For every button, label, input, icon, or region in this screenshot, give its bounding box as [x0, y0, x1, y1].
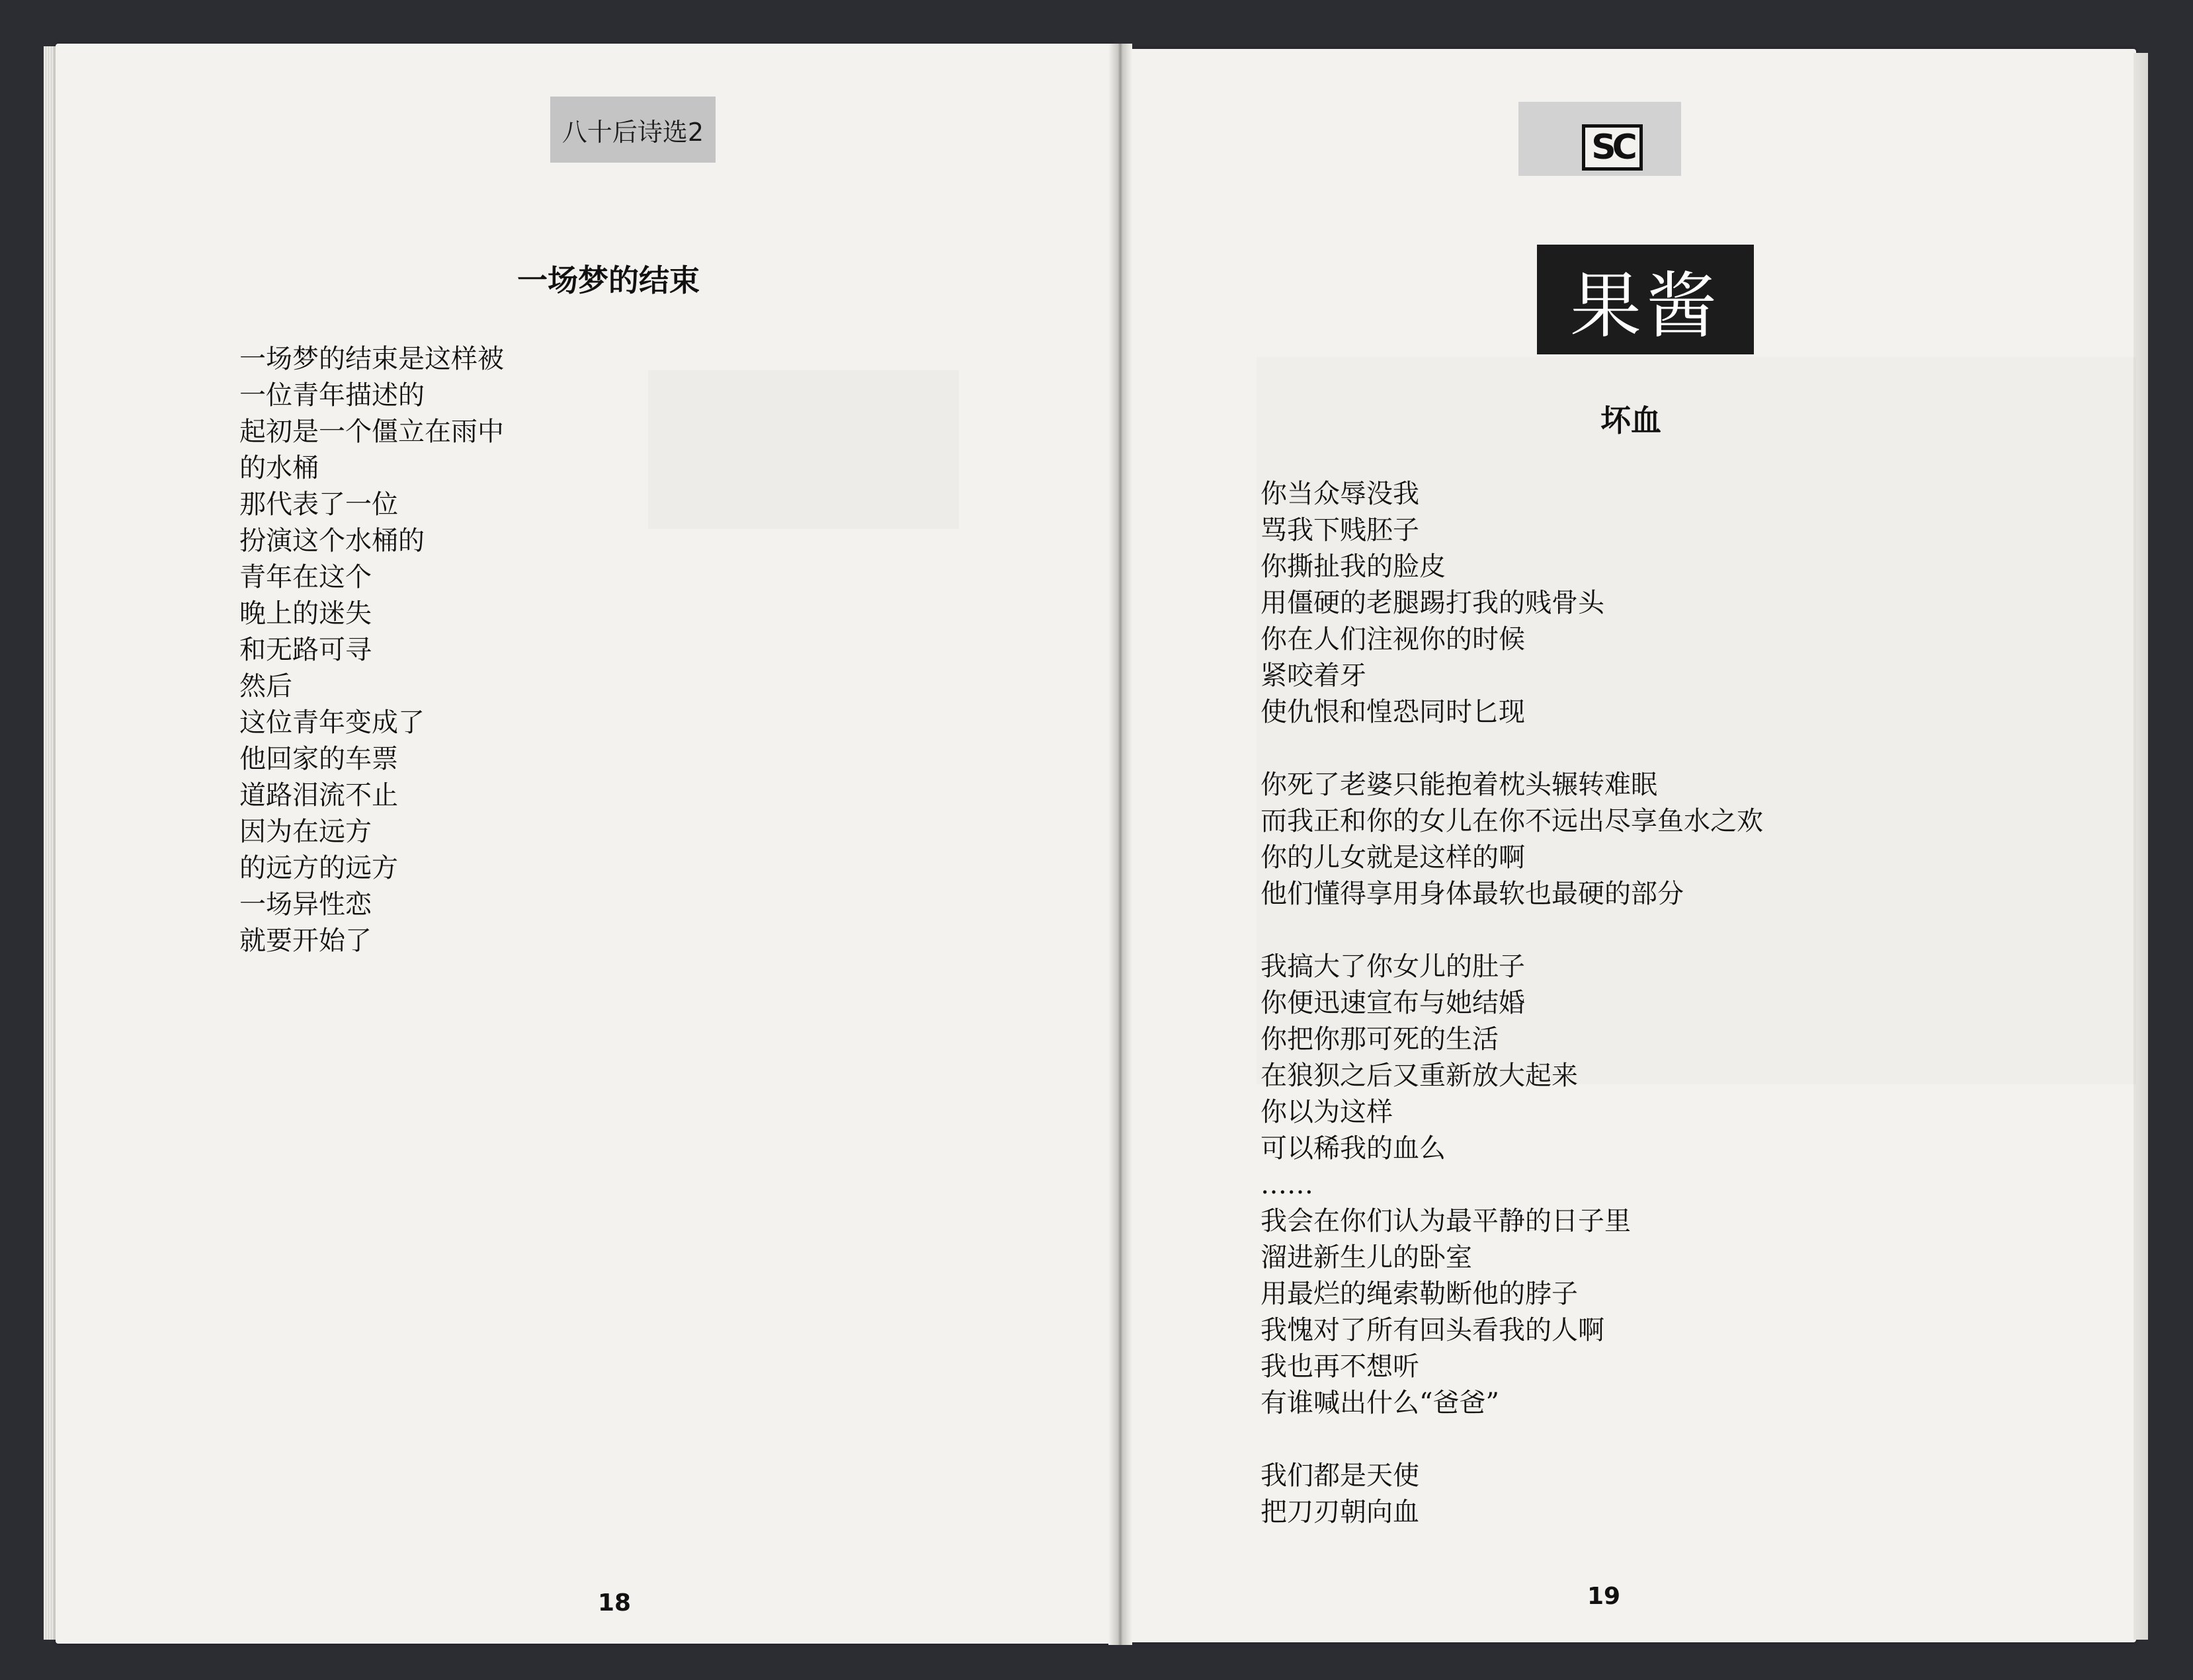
- poem-line: 你当众辱没我: [1261, 479, 1419, 509]
- poem-line: 用僵硬的老腿踢打我的贱骨头: [1261, 588, 1604, 618]
- sc-logo-icon: SC: [1582, 124, 1643, 171]
- poem-body-left: [239, 341, 504, 959]
- poem-line: 和无路可寻: [239, 635, 372, 665]
- stanza-break: [1261, 1421, 1763, 1458]
- stanza-break: [1261, 912, 1763, 949]
- poem-line: 你撕扯我的脸皮: [1261, 551, 1446, 582]
- poem-line: 有谁喊出什么“爸爸”: [1261, 1388, 1499, 1418]
- poem-line: 你把你那可死的生活: [1261, 1024, 1499, 1055]
- stanza-break: [1261, 731, 1763, 767]
- poem-line: 紧咬着牙: [1261, 660, 1366, 691]
- poem-line: 这位青年变成了: [239, 707, 425, 738]
- poem-line: 可以稀我的血么: [1261, 1133, 1446, 1164]
- show-through-block: [648, 370, 959, 529]
- poem-line: 他们懂得享用身体最软也最硬的部分: [1261, 879, 1684, 909]
- poem-line: 而我正和你的女儿在你不远出尽享鱼水之欢: [1261, 806, 1763, 836]
- poem-line: 在狼狈之后又重新放大起来: [1261, 1060, 1578, 1091]
- poem-line: ……: [1261, 1170, 1313, 1200]
- poem-line: 一场异性恋: [239, 889, 372, 920]
- page-number-left: 18: [598, 1589, 632, 1617]
- poem-line: 的远方的远方: [239, 853, 398, 883]
- author-name: 果酱: [1537, 245, 1754, 354]
- poem-line: 扮演这个水桶的: [239, 526, 425, 556]
- poem-line: 一位青年描述的: [239, 380, 425, 411]
- poem-body-right: [1261, 476, 1763, 1531]
- poem-line: 用最烂的绳索勒断他的脖子: [1261, 1279, 1578, 1309]
- poem-line: 晚上的迷失: [239, 598, 372, 629]
- series-header: 八十后诗选2: [550, 97, 716, 163]
- poem-line: 你死了老婆只能抱着枕头辗转难眠: [1261, 770, 1657, 800]
- poem-line: 起初是一个僵立在雨中: [239, 417, 504, 447]
- poem-line: 就要开始了: [239, 926, 372, 956]
- poem-title: 一场梦的结束: [517, 262, 700, 298]
- poem-line: 把刀刃朝向血: [1261, 1497, 1419, 1527]
- poem-line: 骂我下贱胚子: [1261, 515, 1419, 545]
- poem-line: 使仇恨和惶恐同时匕现: [1261, 697, 1525, 727]
- poem-line: 因为在远方: [239, 817, 372, 847]
- poem-line: 溜进新生儿的卧室: [1261, 1242, 1472, 1273]
- poem-line: 他回家的车票: [239, 744, 398, 774]
- poem-line: 你以为这样: [1261, 1097, 1393, 1127]
- poem-line: 我愧对了所有回头看我的人啊: [1261, 1315, 1604, 1345]
- poem-line: 你便迅速宣布与她结婚: [1261, 988, 1525, 1018]
- poem-line: 你在人们注视你的时候: [1261, 624, 1525, 655]
- poem-line: 一场梦的结束是这样被: [239, 344, 504, 374]
- poem-line: 的水桶: [239, 453, 319, 483]
- poem-line: 那代表了一位: [239, 489, 398, 520]
- poem-line: 我们都是天使: [1261, 1460, 1419, 1491]
- poem-line: 青年在这个: [239, 562, 372, 592]
- poem-line: 我也再不想听: [1261, 1351, 1419, 1382]
- poem-title: 坏血: [1600, 403, 1661, 438]
- poem-line: 我会在你们认为最平静的日子里: [1261, 1206, 1631, 1236]
- poem-line: 然后: [239, 671, 292, 701]
- page-number-right: 19: [1587, 1583, 1621, 1610]
- poem-line: 你的儿女就是这样的啊: [1261, 842, 1525, 873]
- poem-line: 道路泪流不止: [239, 780, 398, 811]
- poem-line: 我搞大了你女儿的肚子: [1261, 951, 1525, 982]
